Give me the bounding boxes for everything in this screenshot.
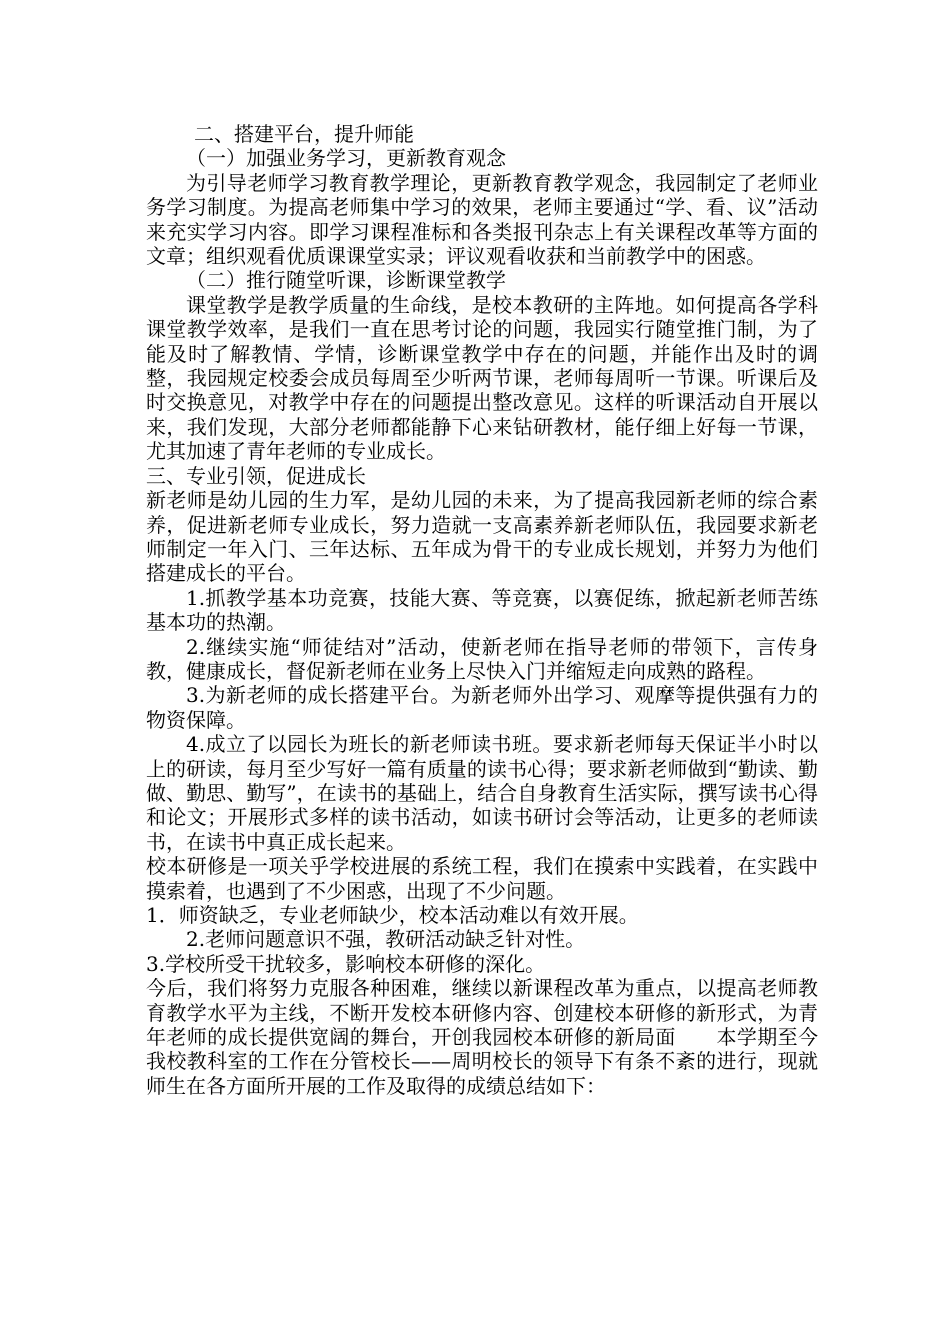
subsection-heading-1: （一）加强业务学习，更新教育观念 [186, 146, 506, 171]
paragraph-conclusion: 今后，我们将努力克服各种困难，继续以新课程改革为重点，以提高老师教育教学水平为主线，不断开发校本研修内容、创建校本研修的新形式，为青年老师的成长提供宽阔的舞台，开创我园校本研修的新局面 本学期至今我校教科室的工作在分管校长——周明校长的领导下有条不紊的进行，现就师生在各方面所开展的工作及取得的成绩总结如下： [146, 976, 818, 1098]
problem-item-3: 3.学校所受干扰较多，影响校本研修的深化。 [146, 951, 546, 976]
problem-item-1: 1．师资缺乏，专业老师缺少，校本活动难以有效开展。 [146, 903, 639, 927]
list-item-4: 4.成立了以园长为班长的新老师读书班。要求新老师每天保证半小时以上的研读，每月至少写好一篇有质量的读书心得；要求新老师做到“勤读、勤做、勤思、勤写”，在读书的基础上，结合自身教育生活实际，撰写读书心得和论文；开展形式多样的读书活动，如读书研讨会等活动，让更多的老师读书，在读书中真正成长起来。 [146, 732, 818, 854]
paragraph-problems-intro: 校本研修是一项关乎学校进展的系统工程，我们在摸索中实践着，在实践中摸索着，也遇到了不少困惑，出现了不少问题。 [146, 854, 818, 903]
paragraph-new-teachers: 新老师是幼儿园的生力军，是幼儿园的未来，为了提高我园新老师的综合素养，促进新老师专业成长，努力造就一支高素养新老师队伍，我园要求新老师制定一年入门、三年达标、五年成为骨干的专业成长规划，并努力为他们搭建成长的平台。 [146, 488, 818, 586]
list-item-3: 3.为新老师的成长搭建平台。为新老师外出学习、观摩等提供强有力的物资保障。 [146, 683, 818, 732]
paragraph-classroom-teaching: 课堂教学是教学质量的生命线，是校本教研的主阵地。如何提高各学科课堂教学效率，是我们一直在思考讨论的问题，我园实行随堂推门制，为了能及时了解教情、学情，诊断课堂教学中存在的问题，并能作出及时的调整，我园规定校委会成员每周至少听两节课，老师每周听一节课。听课后及时交换意见，对教学中存在的问题提出整改意见。这样的听课活动自开展以来，我们发现，大部分老师都能静下心来钻研教材，能仔细上好每一节课，尤其加速了青年老师的专业成长。 [146, 292, 818, 464]
subsection-heading-2: （二）推行随堂听课，诊断课堂教学 [186, 268, 506, 293]
paragraph-study-system: 为引导老师学习教育教学理论，更新教育教学观念，我园制定了老师业务学习制度。为提高老师集中学习的效果，老师主要通过“学、看、议”活动来充实学习内容。即学习课程准标和各类报刊杂志上有关课程改革等方面的文章；组织观看优质课课堂实录；评议观看收获和当前教学中的困惑。 [146, 170, 818, 269]
list-item-2: 2.继续实施“师徒结对”活动，使新老师在指导老师的带领下，言传身教，健康成长，督促新老师在业务上尽快入门并缩短走向成熟的路程。 [146, 634, 818, 683]
section-heading-2: 二、搭建平台，提升师能 [194, 122, 414, 146]
document-body [146, 122, 818, 1098]
section-heading-3: 三、专业引领，促进成长 [146, 463, 366, 488]
problem-item-2: 2.老师问题意识不强，教研活动缺乏针对性。 [186, 927, 586, 952]
list-item-1: 1.抓教学基本功竞赛，技能大赛、等竞赛，以赛促练，掀起新老师苦练基本功的热潮。 [146, 585, 818, 635]
